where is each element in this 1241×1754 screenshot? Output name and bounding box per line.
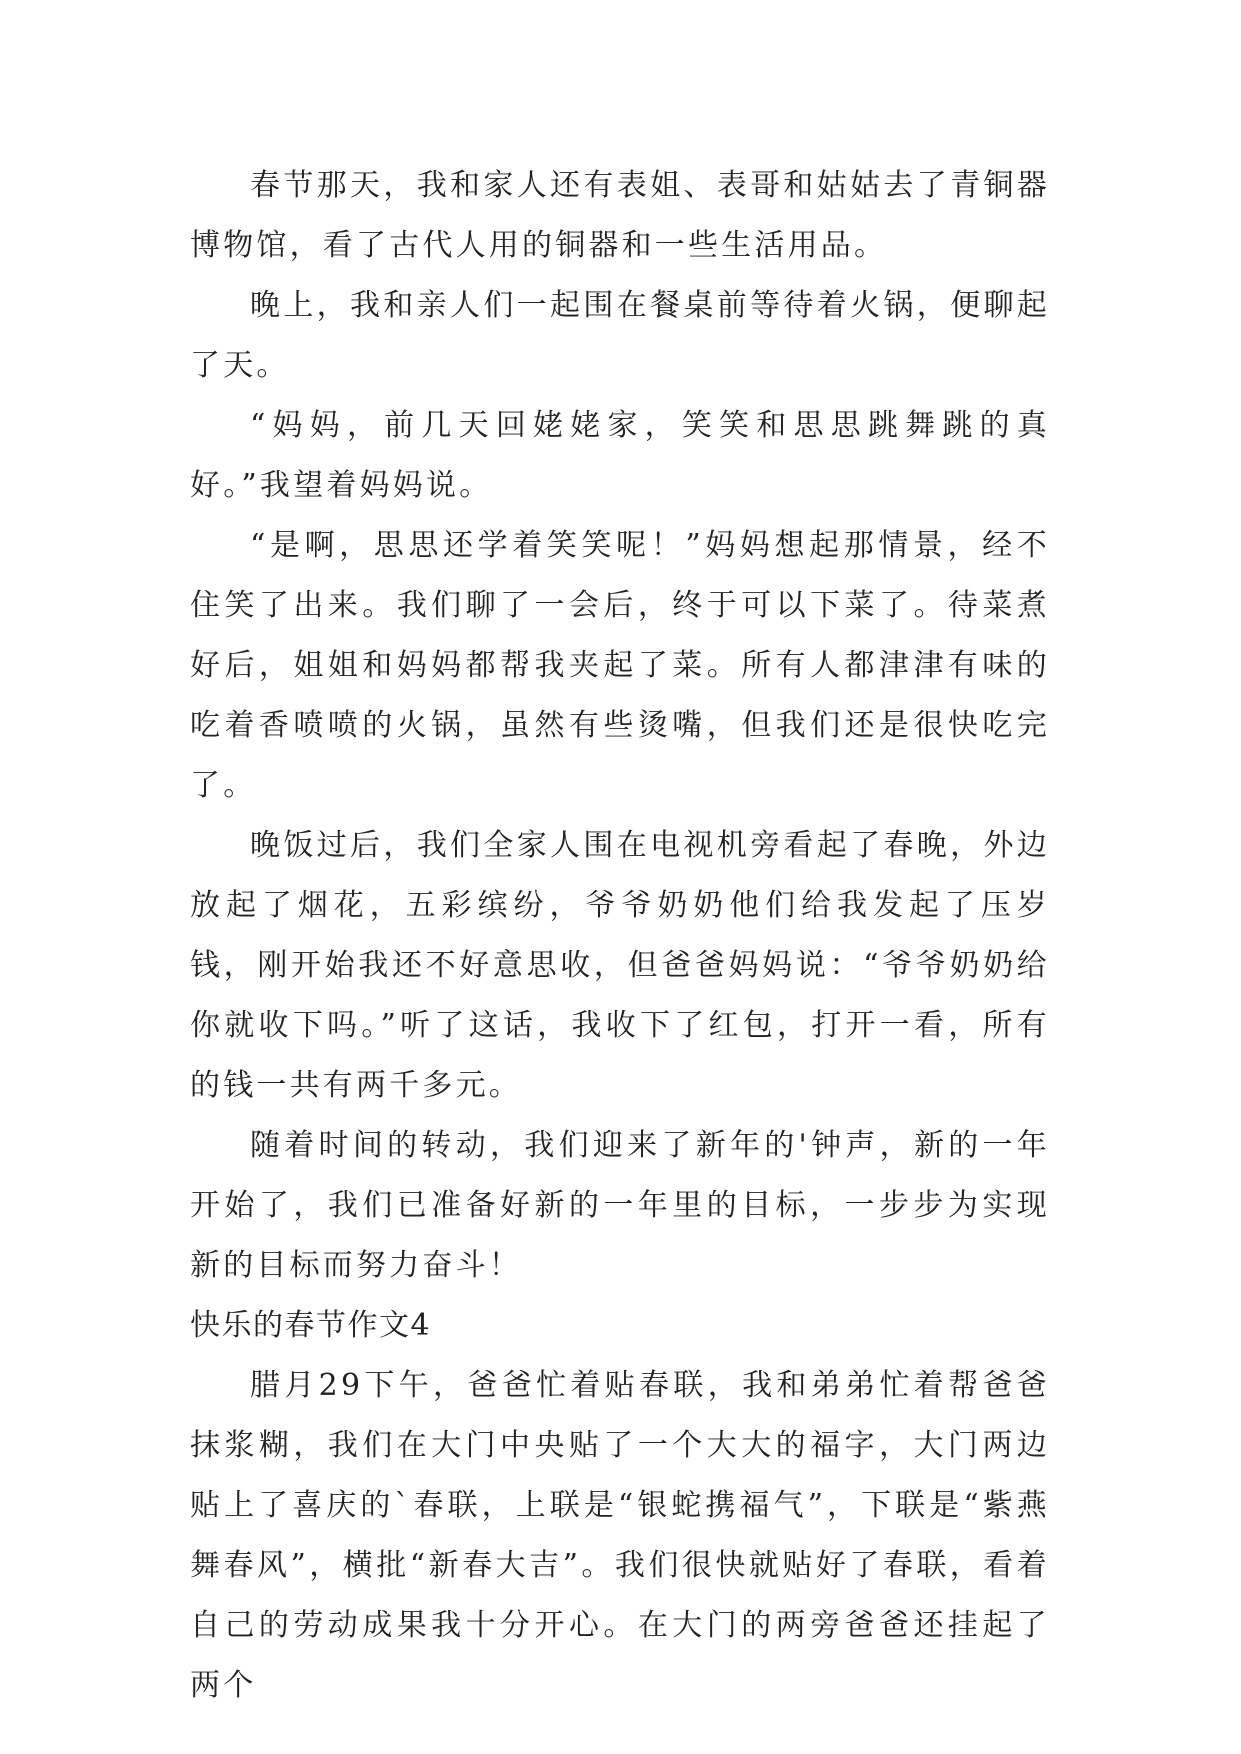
document-body bbox=[190, 156, 1050, 1716]
paragraph-couplets: 腊月29下午，爸爸忙着贴春联，我和弟弟忙着帮爸爸抹浆糊，我们在大门中央贴了一个大大的福字，大门两边贴上了喜庆的`春联，上联是“银蛇携福气”，下联是“紫燕舞春风”，横批“新春大吉”。我们很快就贴好了春联，看着自己的劳动成果我十分开心。在大门的两旁爸爸还挂起了两个 bbox=[190, 1368, 1050, 1703]
paragraph-hotpot-evening: 晚上，我和亲人们一起围在餐桌前等待着火锅，便聊起了天。 bbox=[190, 288, 1050, 383]
paragraph-new-year-bell: 随着时间的转动，我们迎来了新年的'钟声，新的一年开始了，我们已准备好新的一年里的目标，一步步为实现新的目标而努力奋斗！ bbox=[190, 1128, 1050, 1283]
paragraph-dance-talk: “妈妈，前几天回姥姥家，笑笑和思思跳舞跳的真好。”我望着妈妈说。 bbox=[190, 408, 1050, 503]
paragraph-dinner: “是啊，思思还学着笑笑呢！”妈妈想起那情景，经不住笑了出来。我们聊了一会后，终于可以下菜了。待菜煮好后，姐姐和妈妈都帮我夹起了菜。所有人都津津有味的吃着香喷喷的火锅，虽然有些烫嘴，但我们还是很快吃完了。 bbox=[190, 528, 1050, 803]
paragraph-spring-gala: 晚饭过后，我们全家人围在电视机旁看起了春晚，外边放起了烟花，五彩缤纷，爷爷奶奶他们给我发起了压岁钱，刚开始我还不好意思收，但爸爸妈妈说：“爷爷奶奶给你就收下吗。”听了这话，我收下了红包，打开一看，所有的钱一共有两千多元。 bbox=[190, 828, 1050, 1103]
paragraph-bronze-museum: 春节那天，我和家人还有表姐、表哥和姑姑去了青铜器博物馆，看了古代人用的铜器和一些生活用品。 bbox=[190, 168, 1050, 263]
essay-heading: 快乐的春节作文4 bbox=[190, 1308, 432, 1343]
